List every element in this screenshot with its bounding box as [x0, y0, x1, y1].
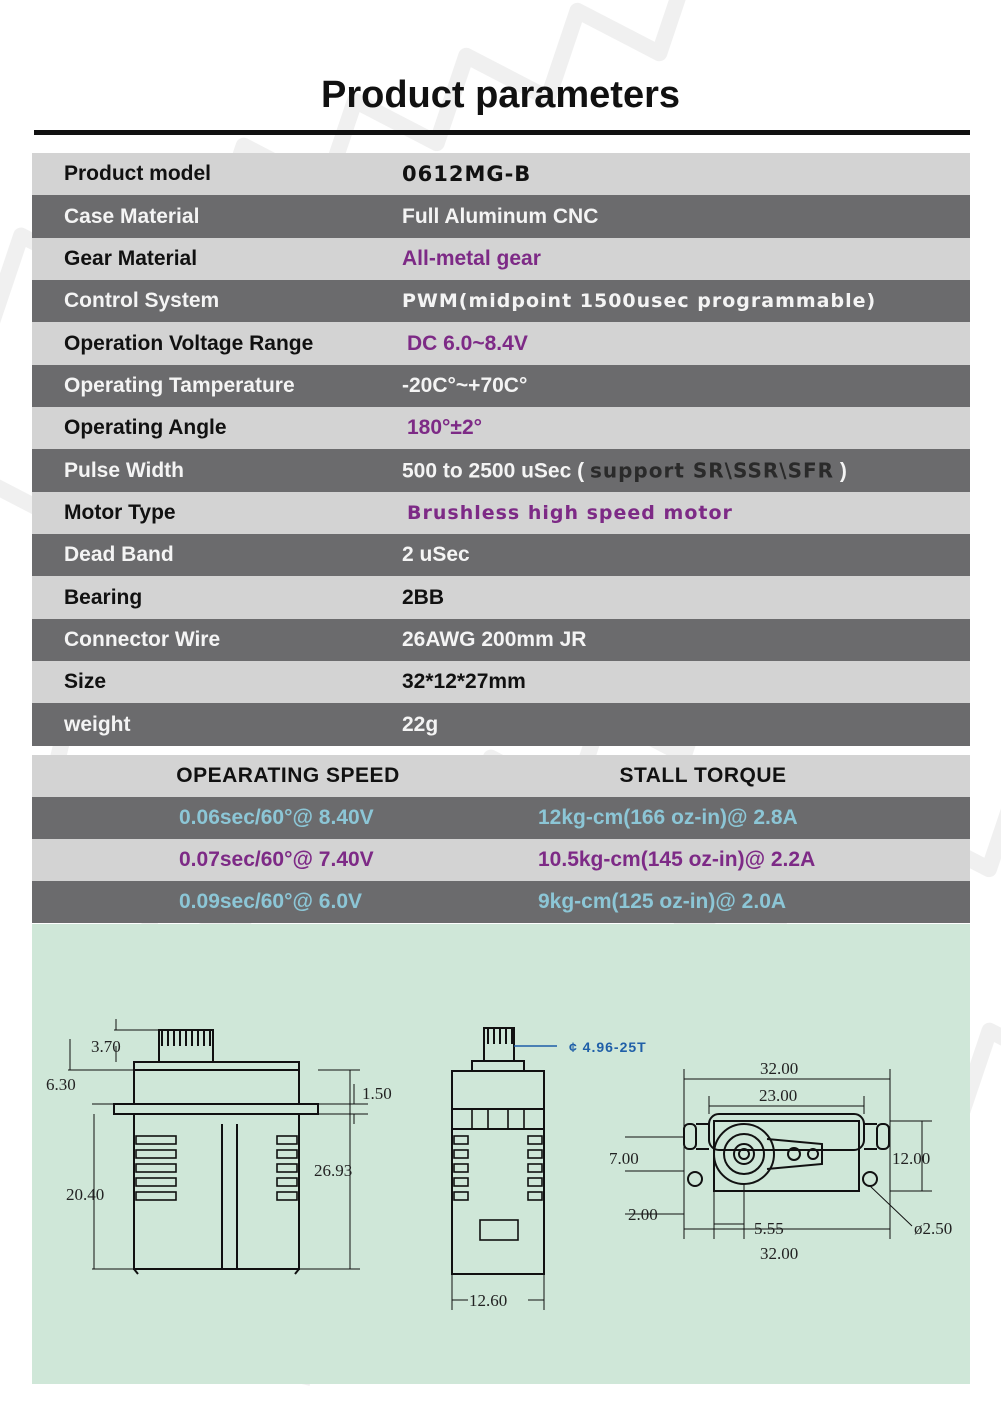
param-value: 22g	[402, 712, 439, 736]
page-title: Product parameters	[320, 74, 680, 116]
param-label: Operation Voltage Range	[64, 331, 314, 355]
front-dim-3: 1.50	[362, 1084, 392, 1103]
torque-value: 12kg-cm(166 oz-in)@ 2.8A	[538, 806, 798, 829]
param-value: 26AWG 200mm JR	[402, 627, 587, 651]
side-dim-1: 12.60	[469, 1291, 508, 1310]
front-dim-1: 3.70	[91, 1037, 121, 1056]
top-dim-5: 2.00	[628, 1205, 658, 1224]
param-row-angle	[32, 407, 970, 449]
param-value: 32*12*27mm	[402, 670, 526, 694]
param-label: Bearing	[64, 585, 143, 609]
param-label: weight	[64, 712, 131, 736]
param-label: Pulse Width	[64, 458, 184, 482]
param-row-gear	[32, 238, 970, 280]
dimension-drawing-svg	[32, 924, 970, 1384]
torque-value: 10.5kg-cm(145 oz-in)@ 2.2A	[538, 848, 816, 871]
front-dim-2: 6.30	[46, 1075, 76, 1094]
param-value: DC 6.0~8.4V	[407, 331, 528, 355]
param-value: All-metal gear	[402, 246, 541, 270]
param-label: Dead Band	[64, 543, 174, 567]
param-label: Connector Wire	[64, 627, 221, 651]
top-dim-6: 5.55	[754, 1219, 784, 1238]
front-dim-5: 20.40	[66, 1185, 105, 1204]
pulse-range: 500 to 2500 uSec (	[402, 459, 585, 483]
performance-row	[32, 839, 970, 881]
param-row-control	[32, 280, 970, 322]
param-row-size	[32, 661, 970, 703]
param-value: 0612MG-B	[402, 162, 532, 187]
param-label: Operating Tamperature	[64, 373, 295, 397]
param-row-motor	[32, 492, 970, 534]
speed-header: OPEARATING SPEED	[176, 764, 400, 787]
parameter-table	[32, 153, 970, 746]
param-value: 180°±2°	[407, 416, 483, 440]
top-dim-8: ø2.50	[914, 1219, 953, 1238]
top-dim-4: 12.00	[892, 1149, 931, 1168]
param-row-weight	[32, 703, 970, 745]
speed-value: 0.06sec/60°@ 8.40V	[179, 806, 374, 829]
top-dim-7: 32.00	[760, 1244, 799, 1263]
param-row-bearing	[32, 576, 970, 618]
performance-header	[32, 755, 970, 797]
param-value	[402, 458, 847, 483]
param-value: Full Aluminum CNC	[402, 204, 599, 228]
param-value: -20C°~+70C°	[402, 373, 528, 397]
speed-value: 0.07sec/60°@ 7.40V	[179, 848, 374, 871]
side-view	[452, 1028, 557, 1310]
param-value: Brushless high speed motor	[407, 501, 733, 524]
param-label: Case Material	[64, 204, 200, 228]
pulse-close: )	[839, 459, 847, 483]
top-dim-3: 7.00	[609, 1149, 639, 1168]
top-dim-2: 23.00	[759, 1086, 798, 1105]
param-value: 2 uSec	[402, 543, 470, 567]
param-row-pulse	[32, 449, 970, 491]
param-label: Operating Angle	[64, 416, 227, 440]
pulse-support-note: support SR\SSR\SFR	[589, 458, 835, 483]
param-row-case	[32, 195, 970, 237]
param-value: 2BB	[402, 585, 445, 609]
param-row-model	[32, 153, 970, 195]
param-label: Size	[64, 670, 107, 694]
param-label: Control System	[64, 289, 220, 313]
performance-row	[32, 881, 970, 923]
param-value: PWM(midpoint 1500usec programmable)	[402, 290, 877, 313]
top-dim-1: 32.00	[760, 1059, 799, 1078]
spline-label: ¢ 4.96-25T	[569, 1039, 647, 1055]
param-row-wire	[32, 619, 970, 661]
performance-table	[32, 755, 970, 923]
speed-value: 0.09sec/60°@ 6.0V	[179, 890, 363, 913]
front-dim-4: 26.93	[314, 1161, 353, 1180]
param-row-deadband	[32, 534, 970, 576]
technical-drawing	[32, 924, 970, 1384]
param-row-voltage	[32, 322, 970, 364]
torque-header: STALL TORQUE	[619, 764, 787, 787]
performance-row	[32, 797, 970, 839]
param-row-temperature	[32, 365, 970, 407]
param-label: Motor Type	[64, 500, 176, 524]
torque-value: 9kg-cm(125 oz-in)@ 2.0A	[538, 890, 787, 913]
param-label: Product model	[64, 162, 212, 186]
param-label: Gear Material	[64, 246, 198, 270]
title-divider	[34, 130, 970, 135]
front-view	[68, 1019, 368, 1274]
